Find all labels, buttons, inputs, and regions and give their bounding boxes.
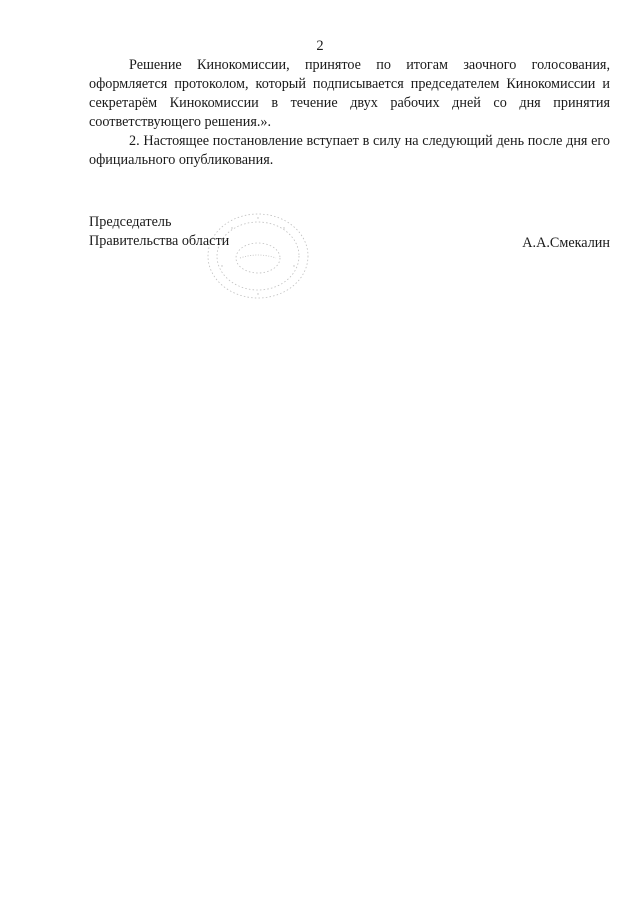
signatory-title-line-2: Правительства области bbox=[89, 233, 230, 249]
page-number: 2 bbox=[316, 38, 324, 54]
signatory-title-line-1: Председатель bbox=[89, 214, 172, 230]
paragraph-effective-date: 2. Настоящее постановление вступает в силу на следующий день после дня его официального опубликования. bbox=[89, 133, 610, 168]
signature-block bbox=[89, 213, 610, 253]
document-body bbox=[89, 56, 610, 170]
signatory-name: А.А.Смекалин bbox=[522, 235, 610, 251]
paragraph-protocol-decision: Решение Кинокомиссии, принятое по итогам заочного голосования, оформляется протоколом, который подписывается председателем Кинокомиссии и секретарём Кинокомиссии в течение двух рабочих дней со дня принятия соответствующего решения.». bbox=[89, 57, 610, 130]
